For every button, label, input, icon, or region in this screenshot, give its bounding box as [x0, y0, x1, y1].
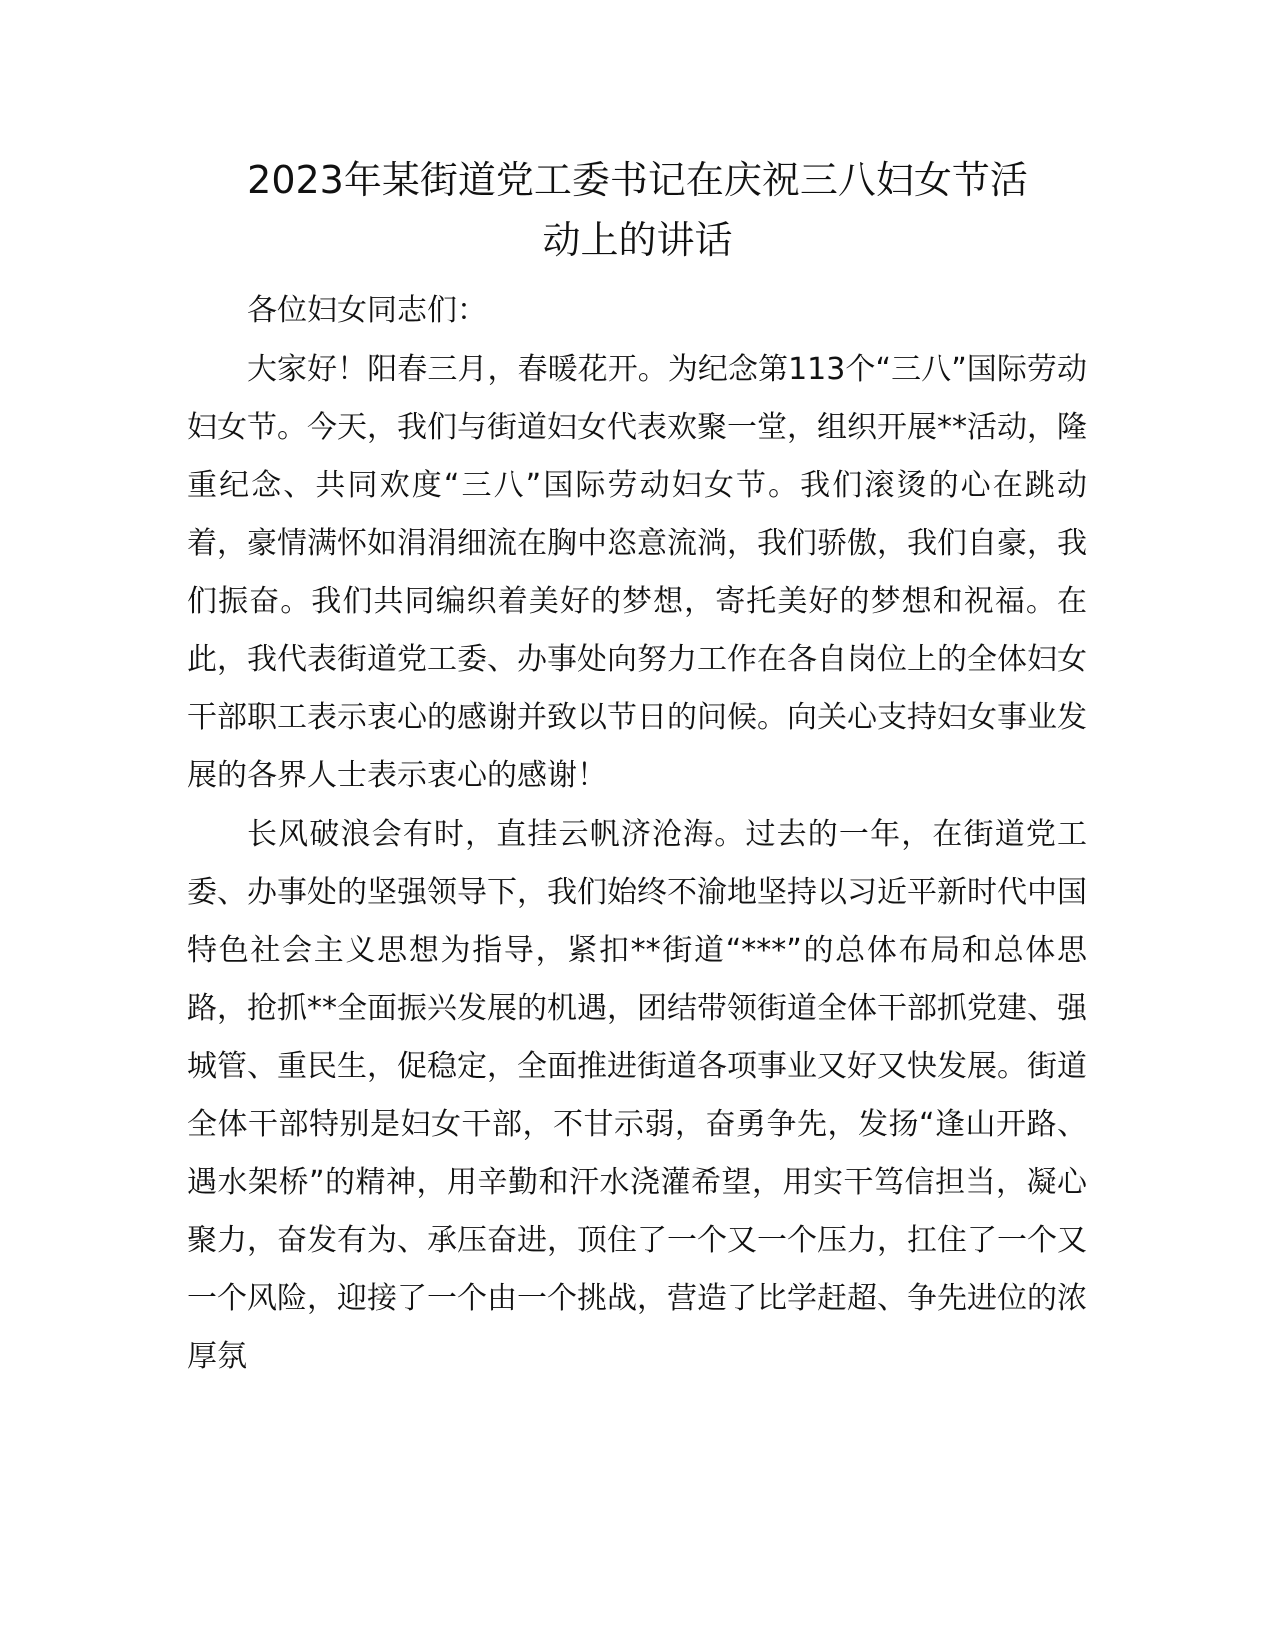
document-body	[187, 282, 1087, 1386]
paragraph-2: 长风破浪会有时，直挂云帆济沧海。过去的一年，在街道党工委、办事处的坚强领导下，我们始终不渝地坚持以习近平新时代中国特色社会主义思想为指导，紧扣**街道“***”的总体布局和总体思路，抢抓**全面振兴发展的机遇，团结带领街道全体干部抓党建、强城管、重民生，促稳定，全面推进街道各项事业又好又快发展。街道全体干部特别是妇女干部，不甘示弱，奋勇争先，发扬“逢山开路、遇水架桥”的精神，用辛勤和汗水浇灌希望，用实干笃信担当，凝心聚力，奋发有为、承压奋进，顶住了一个又一个压力，扛住了一个又一个风险，迎接了一个由一个挑战，营造了比学赶超、争先进位的浓厚氛	[187, 817, 1087, 1374]
greeting-paragraph: 各位妇女同志们：	[247, 293, 487, 328]
title-line-2: 动上的讲话	[542, 218, 733, 262]
title-line-1: 2023年某街道党工委书记在庆祝三八妇女节活	[247, 158, 1028, 202]
paragraph-1: 大家好！阳春三月，春暖花开。为纪念第113个“三八”国际劳动妇女节。今天，我们与街道妇女代表欢聚一堂，组织开展**活动，隆重纪念、共同欢度“三八”国际劳动妇女节。我们滚烫的心在跳动着，豪情满怀如涓涓细流在胸中恣意流淌，我们骄傲，我们自豪，我们振奋。我们共同编织着美好的梦想，寄托美好的梦想和祝福。在此，我代表街道党工委、办事处向努力工作在各自岗位上的全体妇女干部职工表示衷心的感谢并致以节日的问候。向关心支持妇女事业发展的各界人士表示衷心的感谢！	[187, 352, 1087, 793]
document-title	[170, 150, 1105, 270]
